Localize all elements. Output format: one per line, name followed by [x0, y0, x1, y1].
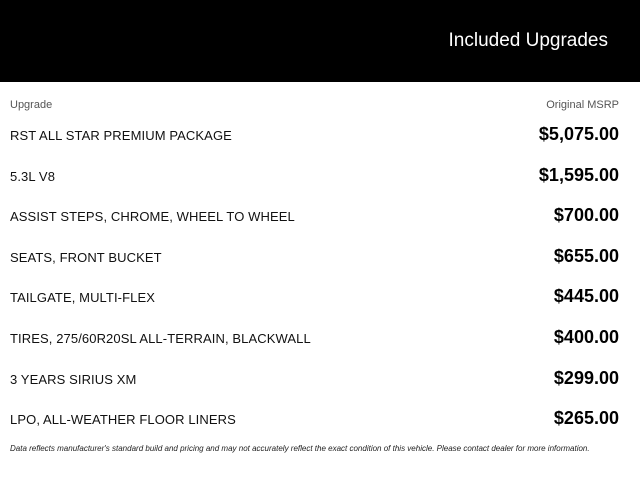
- list-item: [10, 115, 619, 156]
- upgrade-name: LPO, ALL-WEATHER FLOOR LINERS: [10, 412, 236, 428]
- upgrade-name: RST ALL STAR PREMIUM PACKAGE: [10, 128, 232, 143]
- disclaimer-text: Data reflects manufacturer's standard build and pricing and may not accurately reflect the exact condition of this vehicle. Please contact dealer for more information.: [10, 444, 590, 453]
- column-header-msrp: Original MSRP: [546, 99, 619, 111]
- upgrade-name: SEATS, FRONT BUCKET: [10, 249, 162, 265]
- upgrade-price: $400.00: [553, 326, 619, 347]
- upgrade-name: 5.3L V8: [10, 168, 56, 184]
- column-header-upgrade: Upgrade: [10, 99, 53, 111]
- list-item: [10, 277, 619, 318]
- page-title: Included Upgrades: [448, 30, 608, 51]
- upgrade-name: ASSIST STEPS, CHROME, WHEEL TO WHEEL: [10, 209, 295, 225]
- column-headers: [10, 99, 619, 113]
- list-item: [10, 196, 619, 237]
- upgrade-price: $265.00: [553, 408, 619, 429]
- list-item: [10, 399, 619, 440]
- list-item: [10, 156, 619, 197]
- upgrade-price: $5,075.00: [538, 124, 619, 144]
- header-bar: [0, 0, 640, 82]
- upgrade-price: $299.00: [553, 367, 619, 388]
- upgrade-name: TIRES, 275/60R20SL ALL-TERRAIN, BLACKWALL: [10, 330, 311, 346]
- upgrades-list: [10, 115, 619, 440]
- upgrade-price: $445.00: [553, 286, 619, 307]
- list-item: [10, 237, 619, 278]
- upgrade-name: 3 YEARS SIRIUS XM: [10, 371, 137, 387]
- list-item: [10, 359, 619, 400]
- upgrade-price: $1,595.00: [538, 164, 619, 185]
- list-item: [10, 318, 619, 359]
- upgrade-name: TAILGATE, MULTI-FLEX: [10, 290, 156, 306]
- upgrade-price: $700.00: [553, 205, 619, 226]
- upgrade-price: $655.00: [553, 245, 619, 266]
